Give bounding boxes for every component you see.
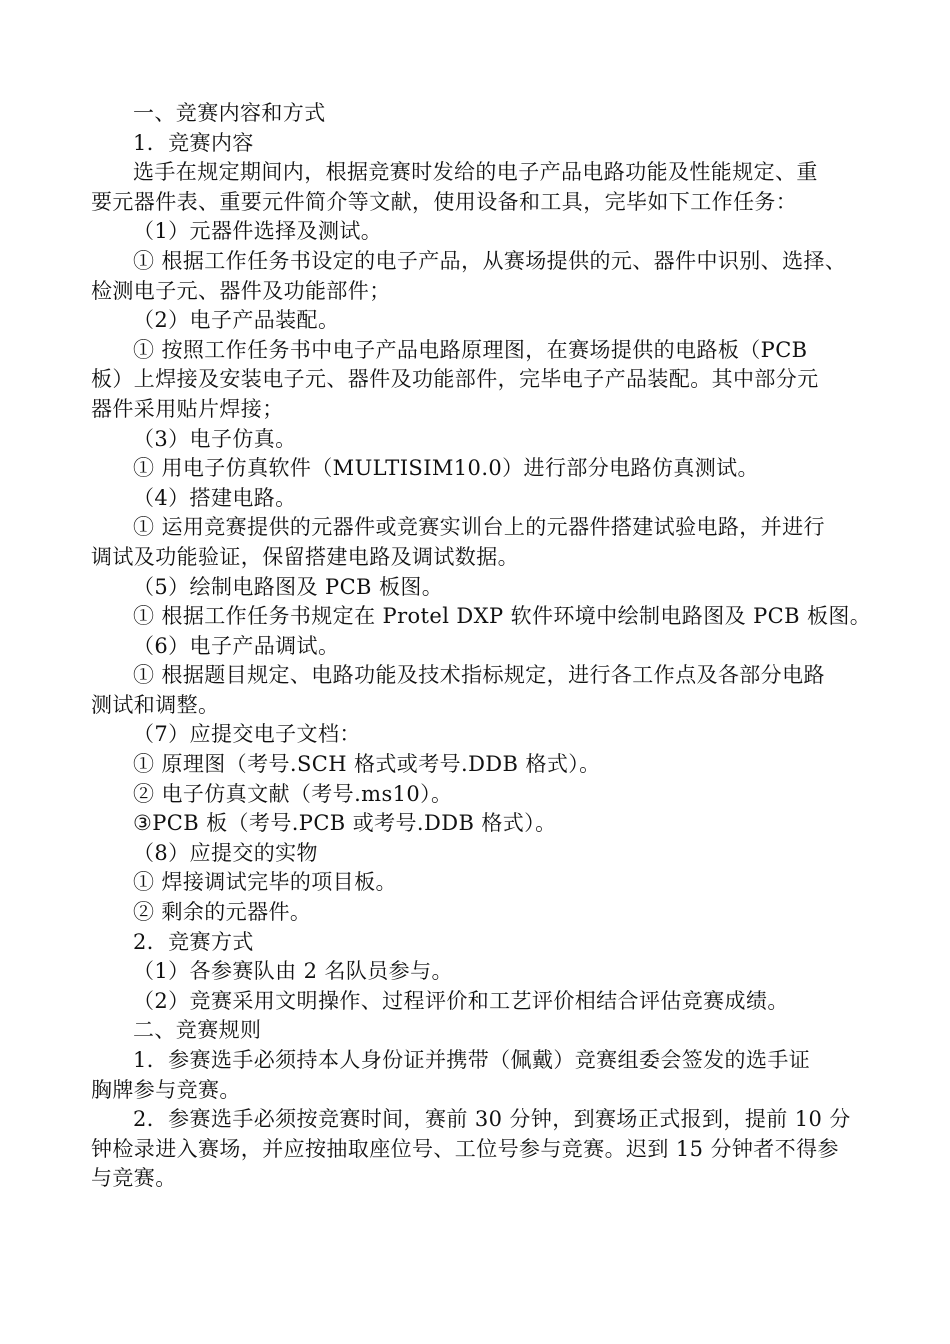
document-line: ③PCB 板（考号.PCB 或考号.DDB 格式）。 bbox=[133, 811, 557, 836]
document-line: 1．竞赛内容 bbox=[133, 130, 254, 155]
document-line: ① 按照工作任务书中电子产品电路原理图，在赛场提供的电路板（PCB bbox=[133, 337, 808, 362]
document-line: ① 根据工作任务书设定的电子产品，从赛场提供的元、器件中识别、选择、 bbox=[133, 248, 847, 273]
document-line: 胸牌参与竞赛。 bbox=[91, 1077, 241, 1102]
document-line: （3）电子仿真。 bbox=[133, 426, 297, 451]
document-line: （2）电子产品装配。 bbox=[133, 308, 340, 333]
document-line: ② 剩余的元器件。 bbox=[133, 900, 312, 925]
document-line: 测试和调整。 bbox=[91, 692, 220, 717]
document-line: （1）各参赛队由 2 名队员参与。 bbox=[133, 959, 453, 984]
document-line: ① 原理图（考号.SCH 格式或考号.DDB 格式）。 bbox=[133, 752, 601, 777]
document-line: 器件采用贴片焊接； bbox=[91, 396, 284, 421]
document-line: 2．竞赛方式 bbox=[133, 929, 254, 954]
document-line: （6）电子产品调试。 bbox=[133, 633, 340, 658]
document-line: 钟检录进入赛场，并应按抽取座位号、工位号参与竞赛。迟到 15 分钟者不得参 bbox=[91, 1136, 839, 1161]
document-line: （7）应提交电子文档： bbox=[133, 722, 361, 747]
document-body bbox=[91, 99, 872, 1194]
document-line: 与竞赛。 bbox=[91, 1166, 177, 1191]
document-line: 二、竞赛规则 bbox=[133, 1018, 262, 1043]
document-line: 板）上焊接及安装电子元、器件及功能部件，完毕电子产品装配。其中部分元 bbox=[91, 367, 819, 392]
document-line: ① 根据题目规定、电路功能及技术指标规定，进行各工作点及各部分电路 bbox=[133, 663, 825, 688]
document-line: （4）搭建电路。 bbox=[133, 485, 297, 510]
document-line: 选手在规定期间内，根据竞赛时发给的电子产品电路功能及性能规定、重 bbox=[133, 160, 818, 185]
document-line: ① 用电子仿真软件（MULTISIM10.0）进行部分电路仿真测试。 bbox=[133, 456, 759, 481]
document-line: ② 电子仿真文献（考号.ms10）。 bbox=[133, 781, 453, 806]
document-line: （8）应提交的实物 bbox=[133, 840, 318, 865]
document-line: （1）元器件选择及测试。 bbox=[133, 219, 383, 244]
document-line: 要元器件表、重要元件简介等文献，使用设备和工具，完毕如下工作任务： bbox=[91, 189, 798, 214]
document-line: 1．参赛选手必须持本人身份证并携带（佩戴）竞赛组委会签发的选手证 bbox=[133, 1048, 811, 1072]
document-line: 调试及功能验证，保留搭建电路及调试数据。 bbox=[91, 544, 519, 569]
document-line: （5）绘制电路图及 PCB 板图。 bbox=[133, 574, 444, 599]
document-line: 检测电子元、器件及功能部件； bbox=[91, 278, 391, 303]
document-line: ① 焊接调试完毕的项目板。 bbox=[133, 870, 397, 895]
document-line: 一、竞赛内容和方式 bbox=[133, 101, 326, 125]
document-line: ① 运用竞赛提供的元器件或竞赛实训台上的元器件搭建试验电路，并进行 bbox=[133, 515, 825, 540]
document-line: 2．参赛选手必须按竞赛时间，赛前 30 分钟，到赛场正式报到，提前 10 分 bbox=[133, 1107, 851, 1132]
document-line: （2）竞赛采用文明操作、过程评价和工艺评价相结合评估竞赛成绩。 bbox=[133, 988, 789, 1013]
document-line: ① 根据工作任务书规定在 Protel DXP 软件环境中绘制电路图及 PCB 板图。 bbox=[133, 604, 872, 629]
